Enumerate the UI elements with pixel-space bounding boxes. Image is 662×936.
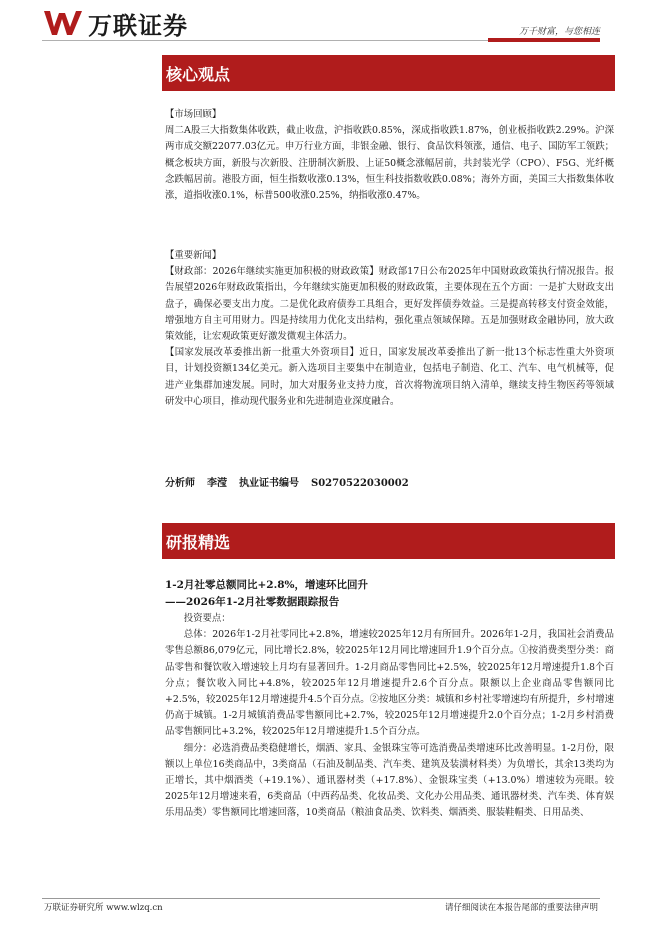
market-review-label: 【市场回顾】 — [165, 109, 222, 120]
footer-divider — [42, 898, 600, 899]
logo-w-icon — [42, 7, 86, 39]
analyst-line — [165, 474, 421, 489]
header-accent-bar — [488, 38, 600, 42]
market-review-block — [165, 107, 614, 204]
report-subtitle: ——2026年1-2月社零数据跟踪报告 — [165, 596, 340, 608]
brand-name: 万联证券 — [88, 11, 188, 40]
footer-disclaimer: 请仔细阅读在本报告尾部的重要法律声明 — [444, 903, 598, 913]
detail-paragraph: 细分：必选消费品类稳健增长，烟酒、家具、金银珠宝等可选消费品类增速环比改善明显。1-2月份，限额以上单位16类商品中，3类商品（石油及制品类、汽车类、建筑及装潢材料类）为负增长，其余13类均为正增长，其中烟酒类（+19.1%）、通讯器材类（+17.8%）、金银珠宝类（+13.0%）增速较为亮眼。较2025年12月增速来看，6类商品（中西药品类、化妆品类、文化办公用品类、通讯器材类、汽车类、体育娱乐用品类）零售额同比增速回落，10类商品（粮油食品类、饮料类、烟酒类、服装鞋帽类、日用品类、 — [165, 742, 614, 819]
analyst-label: 分析师 — [165, 478, 195, 489]
important-news-label: 【重要新闻】 — [165, 250, 222, 261]
report-title-block — [165, 577, 368, 611]
investment-points-label: 投资要点： — [183, 613, 231, 624]
news-body: 近日，国家发展改革委推出了新一批13个标志性重大外资项目，计划投资额134亿美元。新入选项目主要集中在制造业，包括电子制造、化工、汽车、电气机械等，促进产业集群加速发展。同时，加大对服务业支持力度，首次将物流项目纳入清单，继续支持生物医药等领域研发中心项目，推动现代服务业和先进制造业深度融合。 — [165, 347, 614, 407]
analyst-name: 李滢 — [207, 478, 227, 489]
cert-label: 执业证书编号 — [239, 478, 299, 489]
brand-slogan: 万千财富，与您相连 — [518, 27, 600, 37]
market-review-text: 周二A股三大指数集体收跌，截止收盘，沪指收跌0.85%，深成指收跌1.87%，创业板指收跌2.29%。沪深两市成交额22077.03亿元。申万行业方面，非银金融、银行、食品饮料领涨，通信、电子、国防军工领跌；概念板块方面，新股与次新股、注册制次新股、上证50概念涨幅居前，共封装光学（CPO）、F5G、光纤概念跌幅居前。港股方面，恒生指数收涨0.13%，恒生科技指数收跌0.08%；海外方面，美国三大指数集体收涨，道指收涨0.1%，标普500收涨0.25%，纳指收涨0.47%。 — [165, 125, 614, 202]
section-title-report-picks: 研报精选 — [162, 523, 615, 559]
section-title-core-views: 核心观点 — [162, 55, 615, 91]
news-headline: 【国家发展改革委推出新一批重大外资项目】 — [165, 347, 360, 359]
news-item — [165, 264, 614, 345]
report-title: 1-2月社零总额同比+2.8%，增速环比回升 — [165, 579, 369, 591]
overall-paragraph: 总体：2026年1-2月社零同比+2.8%，增速较2025年12月有所回升。2026年1-2月，我国社会消费品零售总额86,079亿元，同比增长2.8%，较2025年12月同比增速回升1.9个百分点。①按消费类型分类：商品零售和餐饮收入增速较上月均有显著回升。1-2月商品零售同比+2.5%，较2025年12月增速提升1.8个百分点；餐饮收入同比+4.8%，较2025年12月增速提升2.6个百分点。限额以上企业商品零售额同比+2.5%，较2025年12月增速提升4.5个百分点。②按地区分类：城镇和乡村社零增速均有所提升，乡村增速仍高于城镇。1-2月城镇消费品零售额同比+2.7%，较2025年12月增速提升2.0个百分点；1-2月乡村消费品零售额同比+3.2%，较2025年12月增速提升1.5个百分点。 — [165, 629, 614, 738]
footer-source: 万联证券研究所 www.wlzq.cn — [44, 903, 163, 913]
cert-number: S0270522030002 — [311, 478, 409, 489]
news-headline: 【财政部：2026年继续实施更加积极的财政政策】 — [165, 266, 379, 278]
brand-logo — [42, 6, 188, 40]
news-item — [165, 345, 614, 410]
important-news-block — [165, 248, 614, 410]
page-header — [0, 0, 662, 46]
news-body: 财政部17日公布2025年中国财政政策执行情况报告。报告展望2026年财政政策指出，今年继续实施更加积极的财政政策，主要体现在五个方面：一是扩大财政支出盘子，确保必要支出力度。二是优化政府债券工具组合，更好发挥债券效益。三是提高转移支付资金效能，增强地方自主可用财力。四是持续用力优化支出结构，强化重点领域保障。五是加强财政金融协同，放大政策效能，让宏观政策更好激发微观主体活力。 — [165, 266, 614, 343]
report-summary — [165, 611, 614, 822]
